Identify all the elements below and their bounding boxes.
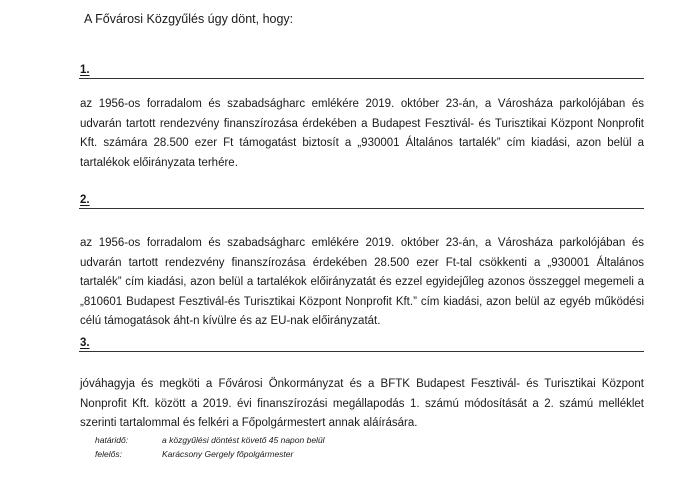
section-2-heading bbox=[79, 192, 644, 209]
deadline-value: a közgyűlési döntést követő 45 napon belül bbox=[162, 435, 325, 445]
section-2-text: az 1956-os forradalom és szabadságharc emlékére 2019. október 23-án, a Városháza parkolójában és udvarán tartott rendezvény finanszírozása érdekében 28.500 ezer Ft-tal csökkenti a „930001 Általános tartalék” cím kiadási, azon belül a tartalékok előirányzatát és ezzel egyidejűleg azonos összeggel megemeli a „810601 Budapest Fesztivál-és Turisztikai Központ Nonprofit Kft.” cím kiadási, azon belül az egyéb működési célú támogatások áht-n kívülre és az EU-nak előirányzatát. bbox=[80, 237, 644, 327]
section-1-heading bbox=[79, 62, 644, 79]
section-3-heading bbox=[79, 335, 644, 352]
responsible-row bbox=[95, 447, 325, 461]
responsible-label: felelős: bbox=[95, 449, 122, 459]
intro-text: A Fővárosi Közgyűlés úgy dönt, hogy: bbox=[84, 12, 294, 26]
deadline-label: határidő: bbox=[95, 435, 129, 445]
deadline-row bbox=[95, 433, 325, 447]
decision-meta bbox=[95, 433, 325, 461]
section-1-number: 1. bbox=[80, 64, 90, 76]
section-1-text: az 1956-os forradalom és szabadságharc emlékére 2019. október 23-án, a Városháza parkolójában és udvarán tartott rendezvény finanszírozása érdekében a Budapest Fesztivál- és Turisztikai Központ Nonprofit Kft. számára 28.500 ezer Ft támogatást biztosít a „930001 Általános tartalék” cím kiadási, azon belül a tartalékok előirányzata terhére. bbox=[80, 98, 644, 169]
section-2-number: 2. bbox=[80, 194, 90, 206]
section-3-text: jóváhagyja és megköti a Fővárosi Önkormányzat és a BFTK Budapest Fesztivál- és Turisztikai Központ Nonprofit Kft. között a 2019. évi finanszírozási megállapodás 1. számú módosítását a 2. számú melléklet szerinti tartalommal és felkéri a Főpolgármestert annak aláírására. bbox=[80, 378, 644, 429]
responsible-value: Karácsony Gergely főpolgármester bbox=[162, 449, 294, 459]
section-3-number: 3. bbox=[80, 337, 90, 349]
